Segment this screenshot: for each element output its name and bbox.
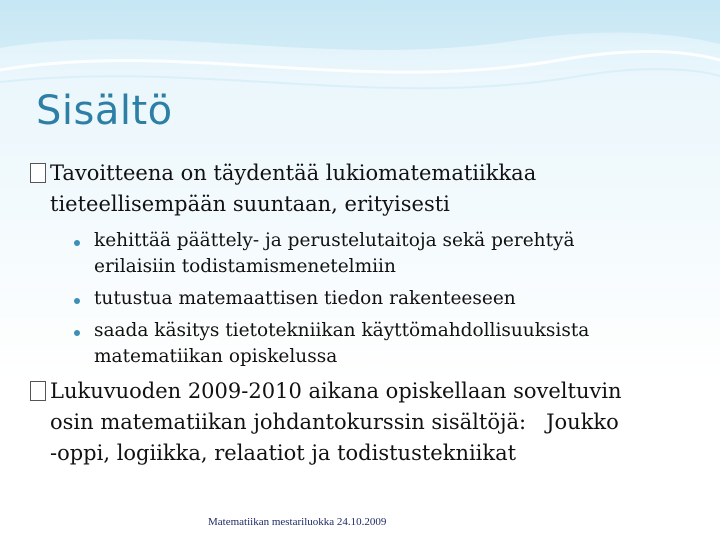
bullet-text-line: Tavoitteena on täydentää lukiomatematiikkaa: [50, 161, 537, 185]
sub-bullet-text-line: tutustua matemaattisen tiedon rakenteeseen: [94, 288, 516, 309]
slide-title: Sisältö: [36, 88, 173, 134]
dot-bullet-icon: [74, 298, 80, 304]
sub-bullet-item: [30, 286, 690, 312]
sub-bullet-list: [30, 228, 690, 370]
sub-bullet-text-line: saada käsitys tietotekniikan käyttömahdollisuuksista: [94, 320, 590, 341]
content-area: [30, 158, 690, 477]
bullet-text-line: osin matematiikan johdantokurssin sisältöjä: Joukko: [50, 410, 619, 434]
sub-bullet-text-line: matematiikan opiskelussa: [94, 346, 338, 367]
sub-bullet-item: [30, 228, 690, 280]
dot-bullet-icon: [74, 330, 80, 336]
sub-bullet-text-line: kehittää päättely- ja perustelutaitoja sekä perehtyä: [94, 230, 575, 251]
sub-bullet-text-line: erilaisiin todistamismenetelmiin: [94, 256, 396, 277]
bullet-text-line: Lukuvuoden 2009-2010 aikana opiskellaan soveltuvin: [50, 379, 622, 403]
missing-glyph-bullet-icon: [30, 163, 46, 183]
bullet-text-line: -oppi, logiikka, relaatiot ja todistustekniikat: [50, 441, 517, 465]
bullet-text-line: tieteellisempään suuntaan, erityisesti: [50, 192, 450, 216]
bullet-item: [30, 158, 690, 220]
dot-bullet-icon: [74, 240, 80, 246]
missing-glyph-bullet-icon: [30, 381, 46, 401]
footer-text: Matematiikan mestariluokka 24.10.2009: [208, 516, 387, 528]
bullet-item: [30, 376, 690, 469]
sub-bullet-item: [30, 318, 690, 370]
